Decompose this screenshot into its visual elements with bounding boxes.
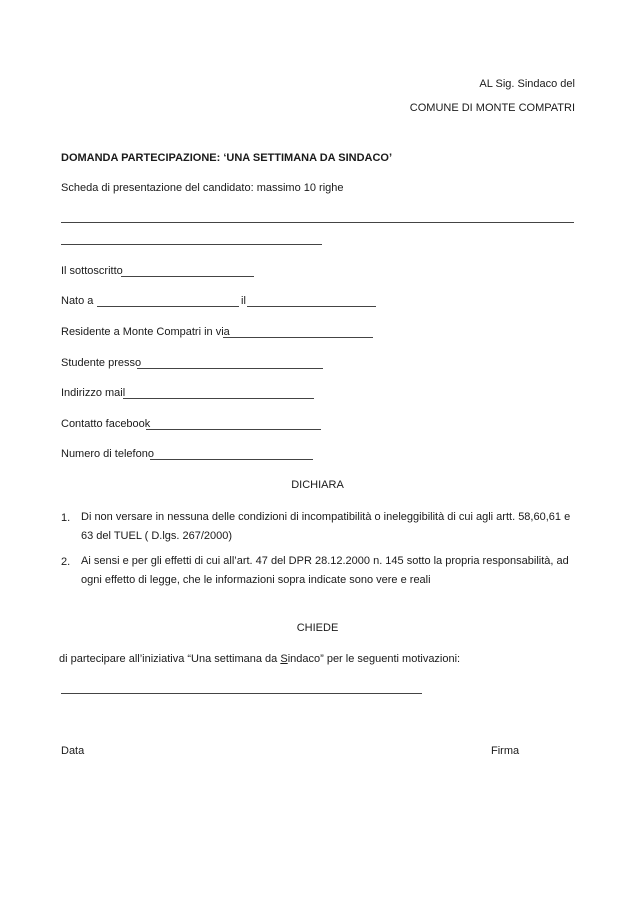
- document-title: DOMANDA PARTECIPAZIONE: ‘UNA SETTIMANA DA SINDACO’: [61, 152, 393, 164]
- data-label: Data: [61, 745, 85, 757]
- firma-label: Firma: [491, 745, 520, 757]
- field-label-il: il: [241, 295, 246, 307]
- field-label-residente: Residente a Monte Compatri in via: [61, 326, 230, 338]
- field-line-studente[interactable]: [137, 368, 323, 369]
- presentation-line-1[interactable]: [61, 222, 574, 223]
- field-label-nato: Nato a: [61, 295, 94, 307]
- field-label-mail: Indirizzo mail: [61, 387, 126, 399]
- dichiara-heading: DICHIARA: [291, 479, 344, 491]
- presentation-line-2[interactable]: [61, 244, 322, 245]
- chiede-text-underlined: S: [280, 653, 288, 665]
- field-line-sottoscritto[interactable]: [121, 276, 254, 277]
- chiede-text-before: di partecipare all’iniziativa “Una settimana da: [59, 653, 281, 665]
- document-subtitle: Scheda di presentazione del candidato: massimo 10 righe: [61, 182, 344, 194]
- dichiara-item-1-text: Di non versare in nessuna delle condizioni di incompatibilità o ineleggibilità di cui agli artt. 58,60,61 e 63 del TUEL ( D.lgs. 267/2000): [81, 511, 571, 542]
- field-label-facebook: Contatto facebook: [61, 418, 151, 430]
- field-line-telefono[interactable]: [150, 459, 313, 460]
- field-line-il[interactable]: [247, 306, 376, 307]
- chiede-text: [59, 652, 460, 666]
- dichiara-item-1-number: 1.: [61, 512, 71, 524]
- field-line-facebook[interactable]: [146, 429, 321, 430]
- field-label-sottoscritto: Il sottoscritto: [61, 265, 123, 277]
- dichiara-item-2-number: 2.: [61, 556, 71, 568]
- addressee-line-2: COMUNE DI MONTE COMPATRI: [409, 102, 575, 114]
- motivazioni-line[interactable]: [61, 693, 422, 694]
- field-label-studente: Studente presso: [61, 357, 142, 369]
- field-line-mail[interactable]: [123, 398, 314, 399]
- addressee-line-1: AL Sig. Sindaco del: [479, 78, 575, 90]
- field-line-nato[interactable]: [97, 306, 239, 307]
- field-label-telefono: Numero di telefono: [61, 448, 154, 460]
- dichiara-item-2-text: Ai sensi e per gli effetti di cui all’art. 47 del DPR 28.12.2000 n. 145 sotto la propria responsabilità, ad ogni effetto di legge, che le informazioni sopra indicate sono vere e reali: [81, 555, 569, 586]
- chiede-heading: CHIEDE: [296, 622, 339, 634]
- chiede-text-after: indaco” per le seguenti motivazioni:: [287, 653, 461, 665]
- field-line-residente[interactable]: [223, 337, 373, 338]
